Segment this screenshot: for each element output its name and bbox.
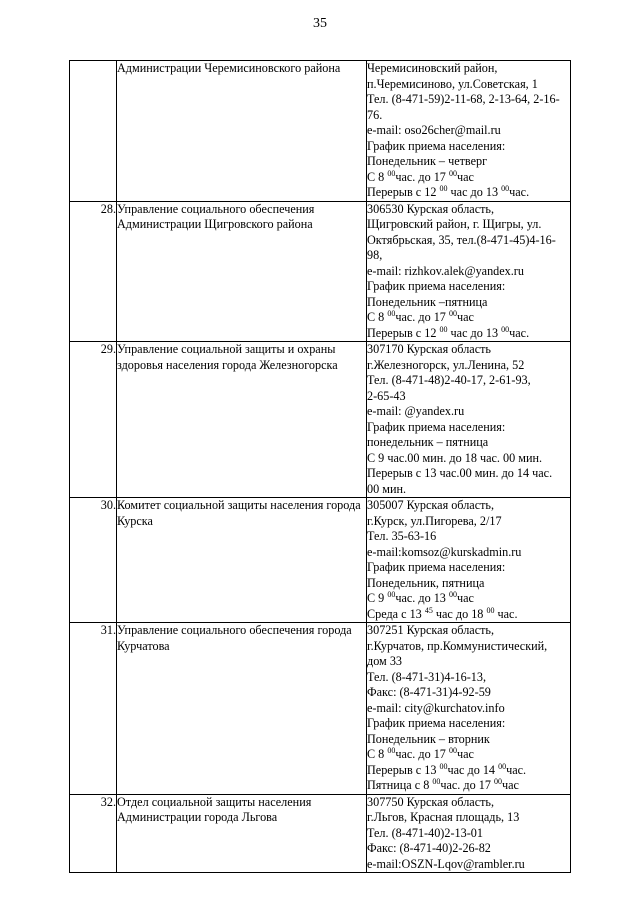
minutes-superscript: 00 <box>432 777 441 786</box>
contact-line: График приема населения: <box>367 279 506 293</box>
contact-line: e-mail:komsoz@kurskadmin.ru <box>367 544 522 559</box>
contact-line: График приема населения: <box>367 138 506 153</box>
institution-name: Управление социальной защиты и охраны здоровья населения города Железногорска <box>117 342 367 498</box>
time-text: С 8 <box>367 310 388 324</box>
contact-line: e-mail: rizhkov.alek@yandex.ru <box>367 263 524 278</box>
time-text: час. до 17 <box>440 778 494 792</box>
institution-name: Управление социального обеспечения Администрации Щигровского района <box>117 201 367 342</box>
minutes-superscript: 00 <box>501 324 510 334</box>
minutes-superscript: 00 <box>387 590 396 599</box>
contact-line: Понедельник – вторник <box>367 731 490 746</box>
contact-line: 307170 Курская область <box>367 342 491 356</box>
contact-line <box>367 310 570 326</box>
time-text: Перерыв с 12 <box>367 185 440 199</box>
contact-info <box>367 794 571 873</box>
time-text: час. <box>506 762 527 777</box>
contact-line: Тел. (8-471-31)4-16-13, <box>367 669 486 684</box>
contact-info <box>367 623 571 795</box>
table-row <box>70 342 571 498</box>
contact-line: Перерыв с 13 час.00 мин. до 14 час. <box>367 466 553 480</box>
contact-line: e-mail: city@kurchatov.info <box>367 700 505 715</box>
time-text: С 8 <box>367 169 388 184</box>
table-row <box>70 201 571 342</box>
contact-line: п.Черемисиново, ул.Советская, 1 <box>367 76 538 91</box>
row-number: 32. <box>70 794 117 873</box>
contact-info <box>367 201 571 342</box>
table-row <box>70 61 571 202</box>
table-row <box>70 623 571 795</box>
contact-line: 76. <box>367 107 383 122</box>
table-row <box>70 794 571 873</box>
contact-line: e-mail: @yandex.ru <box>367 404 465 418</box>
time-text: час. до 13 <box>395 591 449 605</box>
time-text: час. <box>494 606 518 621</box>
row-number: 28. <box>70 201 117 342</box>
time-text: час. <box>509 325 530 340</box>
minutes-superscript: 00 <box>486 605 495 615</box>
contact-line <box>367 747 570 763</box>
minutes-superscript: 00 <box>439 184 448 193</box>
minutes-superscript: 00 <box>448 168 457 178</box>
institutions-table <box>69 60 571 873</box>
contact-line <box>367 778 570 794</box>
contact-info <box>367 342 571 498</box>
institution-name: Управление социального обеспечения города Курчатова <box>117 623 367 795</box>
contact-line: Факс: (8-471-40)2-26-82 <box>367 841 491 855</box>
institution-name: Комитет социальной защиты населения города Курска <box>117 498 367 623</box>
contact-line: Щигровский район, г. Щигры, ул. <box>367 217 542 231</box>
contact-line: 307750 Курская область, <box>367 794 495 809</box>
time-text: час. до 17 <box>395 310 449 324</box>
contact-line: г.Льгов, Красная площадь, 13 <box>367 810 520 824</box>
time-text: час <box>456 169 474 184</box>
contact-line: Тел. (8-471-59)2-11-68, 2-13-64, 2-16- <box>367 92 560 106</box>
minutes-superscript: 00 <box>493 777 502 786</box>
contact-line: г.Курчатов, пр.Коммунистический, <box>367 638 548 653</box>
minutes-superscript: 00 <box>439 324 448 334</box>
contact-line: e-mail: oso26cher@mail.ru <box>367 123 501 137</box>
time-text: Перерыв с 13 <box>367 762 440 777</box>
contact-line <box>367 170 570 186</box>
time-text: час. <box>509 185 530 199</box>
contact-line: Черемисиновский район, <box>367 61 498 75</box>
contact-line: e-mail:OSZN-Lqov@rambler.ru <box>367 856 525 871</box>
contact-line <box>367 607 570 623</box>
table-row <box>70 498 571 623</box>
time-text: час <box>456 310 474 324</box>
row-number: 29. <box>70 342 117 498</box>
minutes-superscript: 00 <box>439 761 448 771</box>
contact-line: С 9 час.00 мин. до 18 час. 00 мин. <box>367 450 543 465</box>
minutes-superscript: 00 <box>448 746 457 755</box>
time-text: час до 14 <box>447 762 499 777</box>
minutes-superscript: 00 <box>448 309 457 318</box>
contact-line: Факс: (8-471-31)4-92-59 <box>367 685 491 699</box>
time-text: Среда с 13 <box>367 606 425 621</box>
time-text: час до 18 <box>432 606 487 621</box>
minutes-superscript: 00 <box>387 168 396 178</box>
contact-line: Тел. (8-471-48)2-40-17, 2-61-93, <box>367 373 531 387</box>
time-text: час. до 17 <box>395 169 449 184</box>
contact-line <box>367 591 570 607</box>
contact-line: г.Курск, ул.Пигорева, 2/17 <box>367 513 502 528</box>
contact-line: дом 33 <box>367 654 403 668</box>
contact-line: График приема населения: <box>367 716 506 730</box>
time-text: Перерыв с 12 <box>367 325 440 340</box>
contact-line <box>367 326 570 342</box>
contact-line <box>367 763 570 779</box>
contact-line: График приема населения: <box>367 560 506 574</box>
minutes-superscript: 45 <box>424 605 433 615</box>
contact-info <box>367 61 571 202</box>
time-text: час <box>501 778 519 792</box>
minutes-superscript: 00 <box>387 309 396 318</box>
contact-line: График приема населения: <box>367 419 506 434</box>
time-text: Пятница с 8 <box>367 778 433 792</box>
time-text: час. до 17 <box>395 747 449 761</box>
contact-line <box>367 185 570 201</box>
time-text: С 8 <box>367 747 388 761</box>
row-number: 30. <box>70 498 117 623</box>
row-number <box>70 61 117 202</box>
contact-line: Понедельник, пятница <box>367 575 485 590</box>
contact-line: 98, <box>367 248 383 262</box>
institution-name: Администрации Черемисиновского района <box>117 61 367 202</box>
contact-line: Понедельник – четверг <box>367 154 488 168</box>
contact-line: Октябрьская, 35, тел.(8-471-45)4-16- <box>367 232 556 247</box>
contact-line: 00 мин. <box>367 481 407 496</box>
table-body <box>70 61 571 873</box>
time-text: час <box>456 747 474 761</box>
minutes-superscript: 00 <box>387 746 396 755</box>
contact-line: Тел. (8-471-40)2-13-01 <box>367 825 483 840</box>
page-number: 35 <box>313 16 327 31</box>
contact-line: 305007 Курская область, <box>367 498 495 512</box>
contact-line: Тел. 35-63-16 <box>367 529 437 543</box>
time-text: С 9 <box>367 591 388 605</box>
time-text: час <box>456 591 474 605</box>
contact-info <box>367 498 571 623</box>
institution-name: Отдел социальной защиты населения Администрации города Льгова <box>117 794 367 873</box>
minutes-superscript: 00 <box>501 184 510 193</box>
contact-line: Понедельник –пятница <box>367 294 488 309</box>
contact-line: 2-65-43 <box>367 388 406 403</box>
time-text: час до 13 <box>447 185 502 199</box>
contact-line: 306530 Курская область, <box>367 201 495 216</box>
row-number: 31. <box>70 623 117 795</box>
contact-line: понедельник – пятница <box>367 435 489 449</box>
contact-line: 307251 Курская область, <box>367 623 495 637</box>
minutes-superscript: 00 <box>498 761 507 771</box>
time-text: час до 13 <box>447 325 502 340</box>
minutes-superscript: 00 <box>448 590 457 599</box>
contact-line: г.Железногорск, ул.Ленина, 52 <box>367 357 525 372</box>
